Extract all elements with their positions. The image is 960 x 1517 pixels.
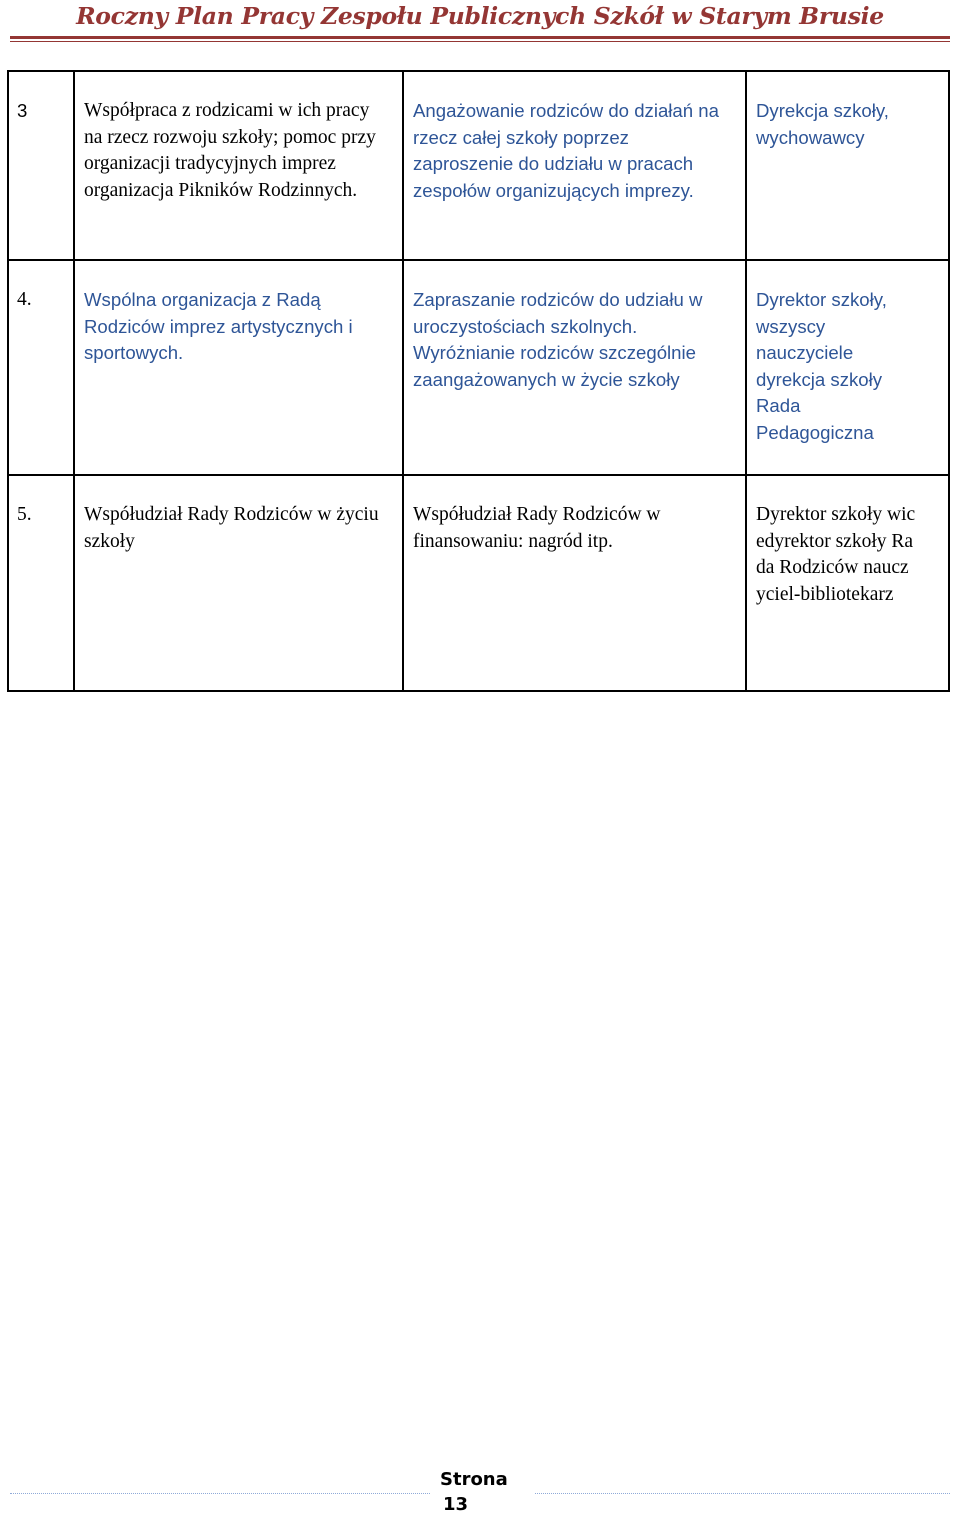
responsible-text: Dyrektor szkoły wicedyrektor szkoły Rada Rodziców nauczyciel-bibliotekarz <box>756 504 916 605</box>
task-cell <box>74 260 403 475</box>
task-text: Współudział Rady Rodziców w życiu szkoły <box>84 504 379 552</box>
table-row <box>8 71 949 260</box>
form-cell <box>403 475 746 691</box>
form-cell <box>403 71 746 260</box>
row-number: 4. <box>8 260 74 475</box>
running-header-title: Roczny Plan Pracy Zespołu Publicznych Szkół w Starym Brusie <box>76 2 884 30</box>
responsible-cell <box>746 475 949 691</box>
responsible-text: Dyrektor szkoły, wszyscy nauczyciele dyrekcja szkoły Rada Pedagogiczna <box>756 289 887 443</box>
header-rule-thin <box>10 41 950 42</box>
responsible-text: Dyrekcja szkoły, wychowawcy <box>756 100 889 148</box>
task-text: Współpraca z rodzicami w ich pracy na rzecz rozwoju szkoły; pomoc przy organizacji tradycyjnych imprez organizacja Pikników Rodzinnych. <box>84 100 376 201</box>
form-cell <box>403 260 746 475</box>
responsible-cell <box>746 260 949 475</box>
row-number: 5. <box>8 475 74 691</box>
footer-rule-left <box>10 1493 430 1494</box>
responsible-cell <box>746 71 949 260</box>
plan-table <box>7 70 950 692</box>
task-text: Wspólna organizacja z Radą Rodziców imprez artystycznych i sportowych. <box>84 289 353 364</box>
table-row <box>8 475 949 691</box>
page-footer <box>440 1467 520 1517</box>
footer-rule-right <box>535 1493 950 1494</box>
form-text: Współudział Rady Rodziców w finansowaniu: nagród itp. <box>413 504 661 552</box>
page-number: 13 <box>443 1494 469 1515</box>
task-cell <box>74 71 403 260</box>
header-rule <box>10 36 950 39</box>
page-label: Strona <box>440 1469 508 1490</box>
form-text: Angażowanie rodziców do działań na rzecz całej szkoły poprzez zaproszenie do udziału w pracach zespołów organizujących imprezy. <box>413 100 719 201</box>
row-number: 3 <box>8 71 74 260</box>
form-text: Zapraszanie rodziców do udziału w uroczystościach szkolnych. Wyróżnianie rodziców szczególnie zaangażowanych w życie szkoły <box>413 289 703 390</box>
task-cell <box>74 475 403 691</box>
table-row <box>8 260 949 475</box>
